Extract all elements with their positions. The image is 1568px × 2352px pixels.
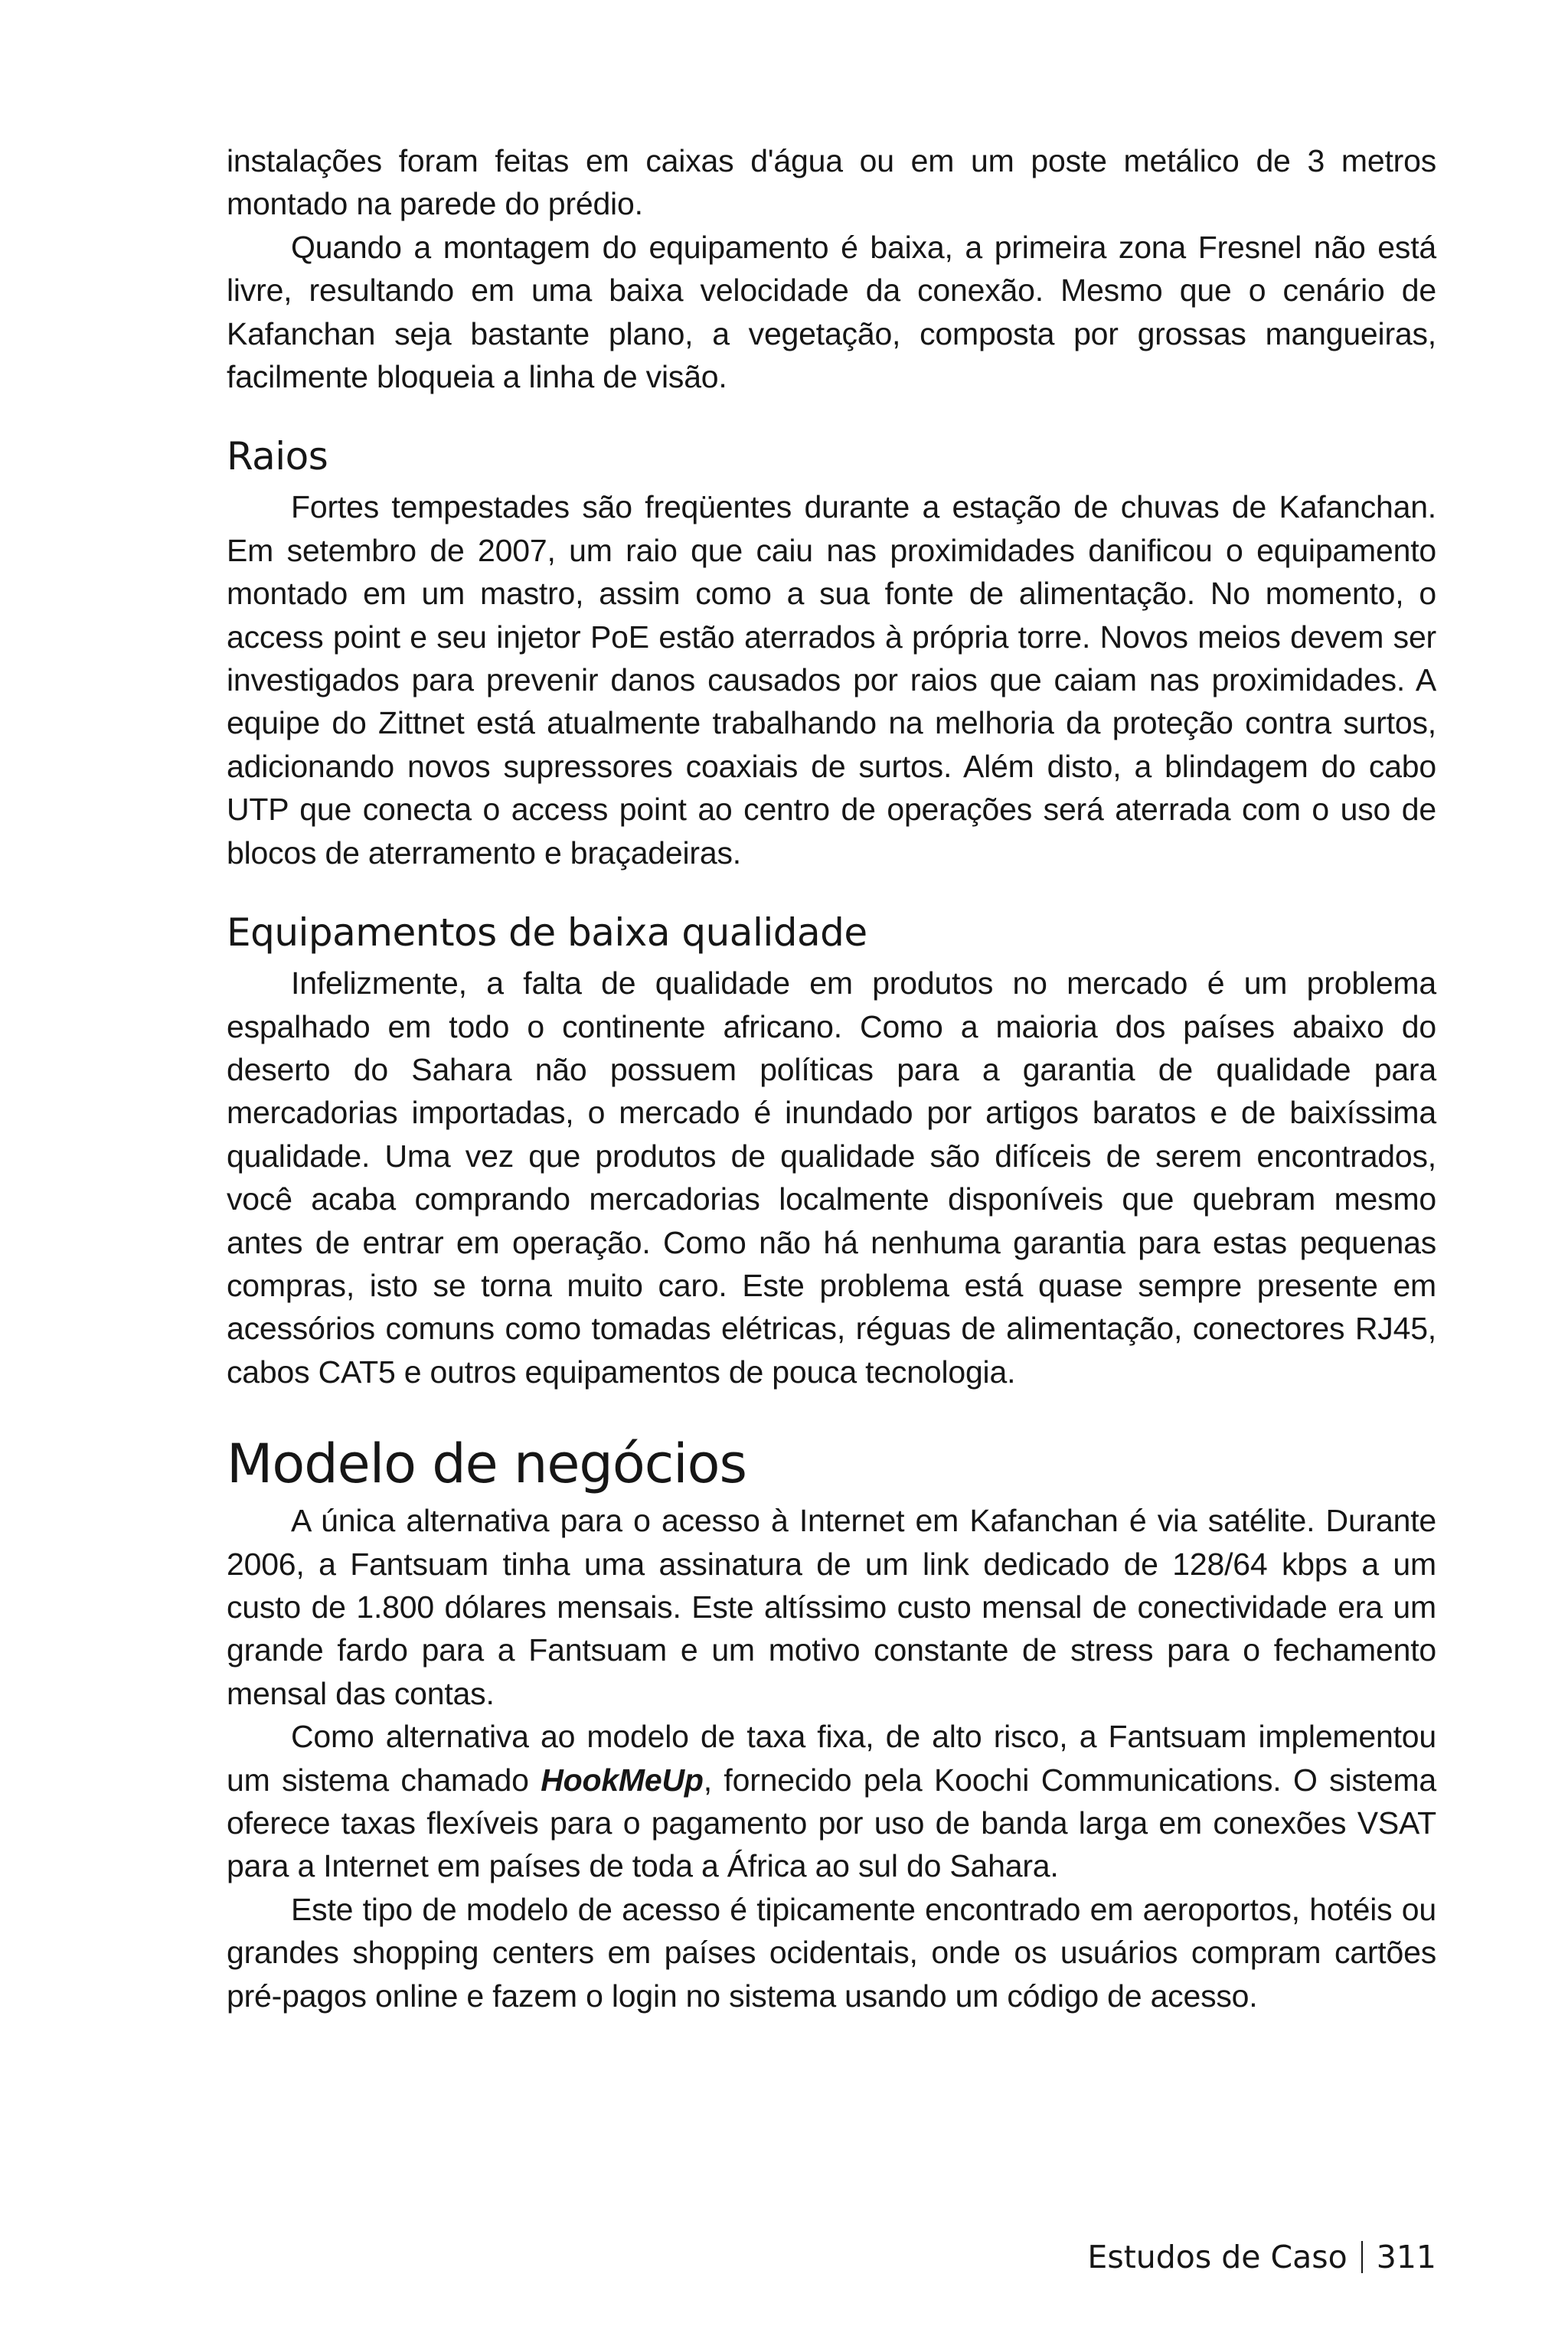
body-paragraph: Infelizmente, a falta de qualidade em produtos no mercado é um problema espalhado em todo o continente africano. Como a maioria dos países abaixo do deserto do Sahara não possuem políticas para a garantia de qualidade para mercadorias importadas, o mercado é inundado por artigos baratos e de baixíssima qualidade. Uma vez que produtos de qualidade são difíceis de serem encontrados, você acaba comprando mercadorias localmente disponíveis que quebram mesmo antes de entrar em operação. Como não há nenhuma garantia para estas pequenas compras, isto se torna muito caro. Este problema está quase sempre presente em acessórios comuns como tomadas elétricas, réguas de alimentação, conectores RJ45, cabos CAT5 e outros equipamentos de pouca tecnologia. [227, 965, 1436, 1390]
body-paragraph [227, 1715, 1436, 1888]
footer-divider [1361, 2241, 1363, 2273]
chapter-heading-modelo-de-negocios: Modelo de negócios [227, 1432, 746, 1496]
body-paragraph: instalações foram feitas em caixas d'água ou em um poste metálico de 3 metros montado na parede do prédio. [227, 143, 1436, 222]
body-paragraph: Este tipo de modelo de acesso é tipicamente encontrado em aeroportos, hotéis ou grandes shopping centers em países ocidentais, onde os usuários compram cartões pré-pagos online e fazem o login no sistema usando um código de acesso. [227, 1891, 1436, 2014]
page-footer [1087, 2237, 1436, 2277]
page-body [227, 139, 1436, 2017]
body-paragraph: A única alternativa para o acesso à Internet em Kafanchan é via satélite. Durante 2006, a Fantsuam tinha uma assinatura de um link dedicado de 128/64 kbps a um custo de 1.800 dólares mensais. Este altíssimo custo mensal de conectividade era um grande fardo para a Fantsuam e um motivo constante de stress para o fechamento mensal das contas. [227, 1503, 1436, 1711]
paragraph-text: , fornecido pela Koochi Communications. O sistema oferece taxas flexíveis para o pagamento por uso de banda larga em conexões VSAT para a Internet em países de toda a África ao sul do Sahara. [227, 1762, 1436, 1884]
page-number: 311 [1376, 2239, 1436, 2275]
emphasized-term: HookMeUp [541, 1762, 704, 1798]
body-paragraph: Quando a montagem do equipamento é baixa, a primeira zona Fresnel não está livre, resultando em uma baixa velocidade da conexão. Mesmo que o cenário de Kafanchan seja bastante plano, a vegetação, composta por grossas mangueiras, facilmente bloqueia a linha de visão. [227, 229, 1436, 395]
footer-section-name: Estudos de Caso [1087, 2239, 1348, 2275]
paragraph-text: Como alternativa ao modelo de taxa fixa, de alto risco, a Fantsuam implementou um sistema chamado [227, 1719, 1436, 1798]
section-heading-raios: Raios [227, 434, 328, 479]
body-paragraph: Fortes tempestades são freqüentes durante a estação de chuvas de Kafanchan. Em setembro de 2007, um raio que caiu nas proximidades danificou o equipamento montado em um mastro, assim como a sua fonte de alimentação. No momento, o access point e seu injetor PoE estão aterrados à própria torre. Novos meios devem ser investigados para prevenir danos causados por raios que caiam nas proximidades. A equipe do Zittnet está atualmente trabalhando na melhoria da proteção contra surtos, adicionando novos supressores coaxiais de surtos. Além disto, a blindagem do cabo UTP que conecta o access point ao centro de operações será aterrada com o uso de blocos de aterramento e braçadeiras. [227, 489, 1436, 871]
section-heading-equipamentos: Equipamentos de baixa qualidade [227, 910, 867, 956]
